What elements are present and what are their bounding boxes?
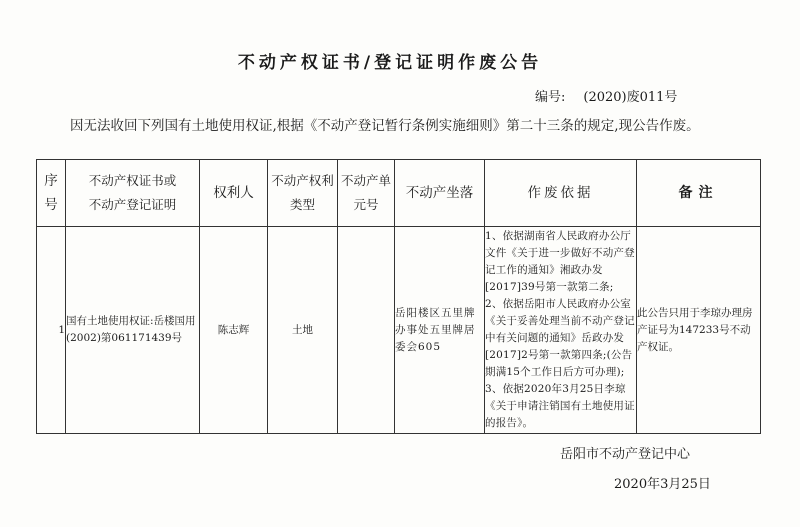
document-number bbox=[535, 86, 677, 105]
document-number-value: (2020)废011号 bbox=[583, 90, 678, 105]
header-holder: 权利人 bbox=[200, 160, 268, 227]
header-location: 不动产坐落 bbox=[395, 160, 485, 227]
table-row bbox=[37, 227, 761, 434]
basis-item-1: 1、依据湖南省人民政府办公厅文件《关于进一步做好不动产登记工作的通知》湘政办发[2017]39号第一款第二条; bbox=[485, 230, 635, 293]
intro-paragraph: 因无法收回下列国有土地使用权证,根据《不动产登记暂行条例实施细则》第二十三条的规定,现公告作废。 bbox=[70, 118, 700, 134]
cell-location: 岳阳楼区五里牌办事处五里牌居委会605 bbox=[395, 227, 485, 434]
header-seq: 序 号 bbox=[37, 160, 66, 227]
header-certificate: 不动产权证书或 不动产登记证明 bbox=[66, 160, 200, 227]
issue-date: 2020年3月25日 bbox=[614, 477, 711, 492]
header-right-type: 不动产权利 类型 bbox=[268, 160, 338, 227]
cell-unit-number bbox=[338, 227, 395, 434]
cell-right-type: 土地 bbox=[268, 227, 338, 434]
cell-holder: 陈志辉 bbox=[200, 227, 268, 434]
basis-item-2: 2、依据岳阳市人民政府办公室《关于妥善处理当前不动产登记中有关问题的通知》岳政办发[2017]2号第一款第四条;(公告期满15个工作日后方可办理); bbox=[485, 298, 635, 378]
issuer-name: 岳阳市不动产登记中心 bbox=[560, 447, 691, 462]
page-title: 不动产权证书/登记证明作废公告 bbox=[237, 53, 543, 73]
header-unit-number: 不动产单 元号 bbox=[338, 160, 395, 227]
table-header-row bbox=[37, 160, 761, 227]
void-certificate-table bbox=[36, 159, 761, 434]
cell-remark: 此公告只用于李琼办理房产证号为147233号不动产权证。 bbox=[637, 227, 761, 434]
header-basis: 作废依据 bbox=[485, 160, 637, 227]
document-number-label: 编号: bbox=[535, 90, 566, 105]
cell-basis bbox=[485, 227, 637, 434]
header-remark: 备注 bbox=[637, 160, 761, 227]
cell-seq: 1 bbox=[37, 227, 66, 434]
cell-certificate: 国有土地使用权证:岳楼国用(2002)第061171439号 bbox=[66, 227, 200, 434]
basis-item-3: 3、依据2020年3月25日李琼《关于申请注销国有土地使用证的报告》。 bbox=[485, 383, 635, 429]
